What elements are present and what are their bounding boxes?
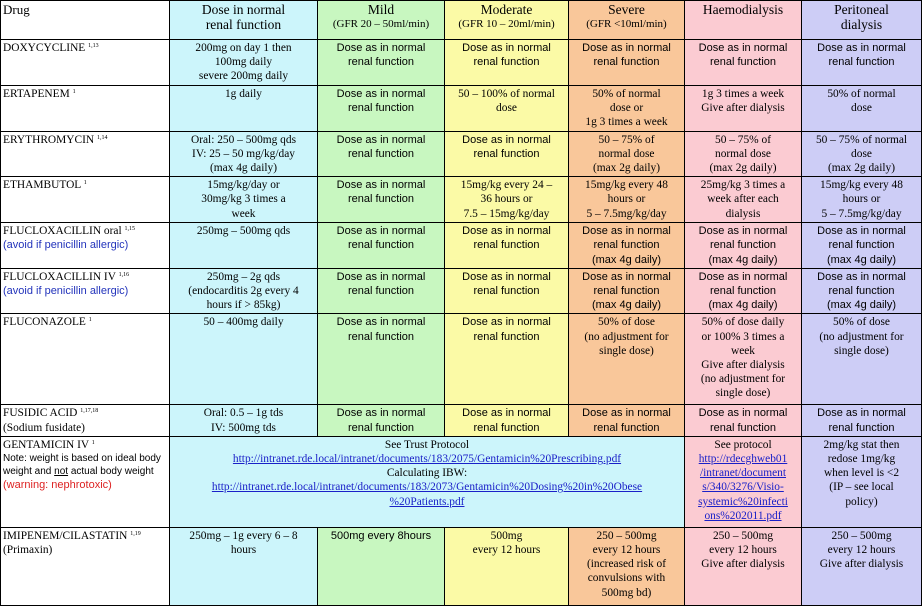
peritoneal-dose-line: renal function: [828, 56, 895, 69]
table-row: [1, 314, 922, 405]
normal-cell: [170, 131, 318, 177]
drug-reference: 1: [88, 317, 92, 324]
peritoneal-dose-line: Dose as in normal: [817, 42, 906, 54]
severe-cell: [569, 268, 685, 314]
moderate-dose-line: renal function: [473, 56, 540, 69]
table-row: [1, 131, 922, 177]
peritoneal-cell: [802, 177, 922, 223]
peritoneal-cell: [802, 436, 922, 527]
mild-dose-line: Dose as in normal: [336, 42, 426, 54]
peritoneal-dose-line: when level is <2: [823, 467, 900, 480]
normal-cell: [170, 314, 318, 405]
peritoneal-dose-line: renal function: [828, 421, 895, 434]
visio-link-line: /intranet/document: [699, 467, 787, 480]
drug-allergy-note: (avoid if penicillin allergic): [3, 239, 129, 252]
mild-dose-line: renal function: [347, 193, 415, 206]
severe-cell: [569, 223, 685, 269]
severe-dose-line: normal dose: [598, 147, 655, 160]
visio-link-line: s/340/3276/Visio-: [702, 481, 784, 494]
drug-cell: [1, 268, 170, 314]
drug-alt-name: (Primaxin): [3, 544, 53, 557]
severe-dose-line: convulsions with: [587, 572, 666, 585]
normal-dose-line: 250mg – 1g every 6 – 8: [189, 529, 298, 542]
table-row: [1, 405, 922, 436]
peritoneal-dose-line: 5 – 7.5mg/kg/day: [821, 207, 902, 220]
drug-cell: [1, 527, 170, 605]
drug-reference: 1,14: [97, 134, 108, 141]
severe-dose-line: renal function: [593, 239, 660, 252]
header-severe-title: Severe: [608, 2, 645, 17]
header-normal-line-1: Dose in normal: [201, 2, 286, 17]
moderate-dose-line: 50 – 100% of normal: [458, 87, 555, 100]
header-moderate: [445, 1, 569, 40]
peritoneal-dose-line: every 12 hours: [827, 544, 896, 557]
drug-cell: [1, 436, 170, 527]
table-body: [1, 40, 922, 606]
normal-cell: [170, 527, 318, 605]
drug-name: FLUCLOXACILLIN oral: [3, 225, 122, 238]
header-drug: Drug: [1, 1, 170, 40]
drug-reference: 1: [72, 88, 76, 95]
severe-dose-line: Dose as in normal: [582, 407, 671, 420]
normal-dose-line: IV: 500mg tds: [211, 421, 276, 434]
peritoneal-cell: [802, 223, 922, 269]
severe-cell: [569, 131, 685, 177]
mild-dose-line: Dose as in normal: [336, 316, 426, 329]
haemodialysis-dose-line: normal dose: [715, 147, 771, 160]
haemodialysis-dose-line: Dose as in normal: [698, 225, 788, 238]
normal-dose-line: 250mg – 2g qds: [206, 270, 281, 283]
haemodialysis-cell: [685, 405, 802, 436]
normal-cell: [170, 268, 318, 314]
peritoneal-dose-line: 50 – 75% of normal: [815, 133, 908, 146]
mild-dose-line: renal function: [347, 239, 415, 252]
severe-cell: [569, 314, 685, 405]
peritoneal-dose-line: redose 1mg/kg: [827, 453, 896, 466]
severe-dose-line: 50% of normal: [592, 87, 661, 100]
mild-cell: [318, 314, 445, 405]
header-severe: [569, 1, 685, 40]
haemodialysis-dose-line: (max 2g daily): [709, 162, 777, 175]
severe-cell: [569, 527, 685, 605]
drug-weight-note-2: [3, 465, 167, 478]
normal-dose-line: 250mg – 500mg qds: [196, 225, 291, 238]
severe-cell: [569, 85, 685, 131]
haemodialysis-dose-line: every 12 hours: [709, 544, 777, 557]
haemodialysis-cell: [685, 268, 802, 314]
peritoneal-dose-line: 50% of normal: [827, 87, 896, 100]
header-peritoneal-line-1: Peritoneal: [834, 2, 889, 17]
severe-dose-line: (increased risk of: [586, 558, 667, 571]
header-normal-renal-function: [170, 1, 318, 40]
drug-name: FLUCLOXACILLIN IV: [3, 270, 116, 283]
normal-dose-line: hours: [230, 544, 257, 557]
peritoneal-dose-line: 50% of dose: [833, 316, 890, 329]
header-normal-line-2: renal function: [205, 17, 282, 33]
drug-warning: (warning: nephrotoxic): [3, 479, 112, 492]
normal-dose-line: severe 200mg daily: [198, 70, 289, 83]
moderate-dose-line: dose: [496, 101, 517, 114]
severe-dose-line: every 12 hours: [592, 544, 661, 557]
haemodialysis-dose-line: single dose): [715, 387, 771, 400]
drug-weight-note-not: not: [54, 466, 69, 478]
mild-dose-line: Dose as in normal: [336, 270, 426, 283]
moderate-dose-line: Dose as in normal: [462, 270, 551, 283]
peritoneal-dose-line: 2mg/kg stat then: [823, 438, 900, 451]
mild-dose-line: renal function: [347, 421, 415, 434]
severe-cell: [569, 177, 685, 223]
peritoneal-dose-line: policy): [845, 495, 878, 508]
severe-dose-line: (max 2g daily): [592, 162, 661, 175]
normal-cell: [170, 405, 318, 436]
severe-dose-line: renal function: [593, 285, 660, 298]
normal-dose-line: hours if > 85kg): [206, 299, 281, 312]
mild-dose-line: renal function: [347, 147, 415, 160]
visio-link-line: http://rdecghweb01: [698, 453, 788, 466]
see-protocol-text: See protocol: [714, 438, 772, 451]
header-mild-gfr: (GFR 20 – 50ml/min): [332, 18, 430, 31]
table-row: [1, 85, 922, 131]
peritoneal-cell: [802, 527, 922, 605]
haemodialysis-dose-line: Give after dialysis: [701, 101, 785, 114]
mild-cell: [318, 527, 445, 605]
haemodialysis-dose-line: renal function: [709, 285, 777, 298]
severe-dose-line: (max 4g daily): [591, 299, 662, 312]
severe-dose-line: 1g 3 times a week: [585, 116, 668, 129]
normal-dose-line: 50 – 400mg daily: [203, 316, 284, 329]
severe-dose-line: 500mg bd): [601, 586, 652, 599]
mild-dose-line: renal function: [347, 56, 415, 69]
mild-dose-line: renal function: [347, 101, 415, 114]
drug-reference: 1: [91, 439, 95, 446]
normal-dose-line: 200mg on day 1 then: [195, 42, 292, 54]
normal-cell: [170, 85, 318, 131]
trust-protocol-cell: [170, 436, 685, 527]
peritoneal-dose-line: Dose as in normal: [817, 225, 906, 238]
table-row: [1, 40, 922, 86]
visio-link-line: systemic%20infecti: [698, 495, 788, 508]
drug-reference: 1,17,18: [80, 408, 99, 415]
drug-reference: 1: [83, 180, 87, 187]
severe-dose-line: dose or: [609, 101, 644, 114]
table-row: [1, 268, 922, 314]
peritoneal-dose-line: (IP – see local: [829, 481, 894, 494]
peritoneal-dose-line: renal function: [828, 239, 895, 252]
normal-cell: [170, 177, 318, 223]
drug-cell: [1, 85, 170, 131]
normal-dose-line: Oral: 250 – 500mg qds: [190, 133, 297, 146]
peritoneal-cell: [802, 314, 922, 405]
drug-cell: [1, 405, 170, 436]
haemodialysis-dose-line: 1g 3 times a week: [701, 87, 785, 100]
drug-name: GENTAMICIN IV: [3, 438, 89, 451]
normal-dose-line: 30mg/kg 3 times a: [201, 193, 286, 206]
severe-dose-line: renal function: [593, 56, 660, 69]
severe-dose-line: Dose as in normal: [582, 270, 671, 283]
haemodialysis-dose-line: or 100% 3 times a: [701, 330, 785, 343]
peritoneal-dose-line: (max 4g daily): [826, 299, 897, 312]
moderate-dose-line: Dose as in normal: [462, 133, 551, 146]
peritoneal-dose-line: 250 – 500mg: [831, 529, 892, 542]
severe-dose-line: 250 – 500mg: [596, 529, 657, 542]
haemodialysis-cell: [685, 527, 802, 605]
mild-cell: [318, 223, 445, 269]
drug-reference: 1,16: [118, 271, 130, 278]
moderate-dose-line: renal function: [473, 330, 540, 343]
moderate-cell: [445, 223, 569, 269]
mild-dose-line: Dose as in normal: [336, 225, 426, 238]
peritoneal-dose-line: hours or: [842, 193, 881, 206]
normal-dose-line: 100mg daily: [214, 56, 273, 69]
haemodialysis-dose-line: (no adjustment for: [700, 373, 786, 386]
moderate-dose-line: 36 hours or: [480, 193, 533, 206]
drug-name: IMIPENEM/CILASTATIN: [3, 529, 128, 542]
mild-cell: [318, 405, 445, 436]
header-peritoneal-line-2: dialysis: [840, 17, 883, 33]
mild-cell: [318, 40, 445, 86]
moderate-dose-line: 15mg/kg every 24 –: [460, 179, 553, 192]
peritoneal-dose-line: dose: [851, 147, 872, 160]
moderate-cell: [445, 405, 569, 436]
peritoneal-dose-line: renal function: [828, 285, 895, 298]
moderate-dose-line: Dose as in normal: [462, 316, 551, 329]
severe-dose-line: 5 – 7.5mg/kg/day: [586, 207, 667, 220]
haemodialysis-cell: [685, 85, 802, 131]
header-moderate-gfr: (GFR 10 – 20ml/min): [458, 18, 555, 31]
haemodialysis-dose-line: 25mg/kg 3 times a: [700, 179, 786, 192]
drug-cell: [1, 40, 170, 86]
drug-name: ERTAPENEM: [3, 87, 70, 100]
severe-dose-line: single dose): [599, 344, 654, 357]
normal-cell: [170, 223, 318, 269]
mild-cell: [318, 131, 445, 177]
normal-dose-line: week: [231, 207, 256, 220]
haemodialysis-dose-line: renal function: [709, 239, 777, 252]
haemodialysis-dose-line: 50% of dose daily: [701, 316, 785, 329]
mild-dose-line: Dose as in normal: [336, 133, 426, 146]
drug-name: FLUCONAZOLE: [3, 316, 86, 329]
haemodialysis-cell: [685, 223, 802, 269]
moderate-dose-line: Dose as in normal: [462, 42, 551, 54]
calculating-ibw-text: Calculating IBW:: [386, 467, 468, 480]
moderate-cell: [445, 85, 569, 131]
peritoneal-dose-line: dose: [851, 101, 872, 114]
table-row: [1, 177, 922, 223]
drug-cell: [1, 223, 170, 269]
gentamicin-prescribing-link[interactable]: http://intranet.rde.local/intranet/documents/183/2075/Gentamicin%20Prescribing.pdf: [232, 453, 622, 466]
header-row: [1, 1, 922, 40]
haemodialysis-dose-line: Dose as in normal: [698, 270, 788, 283]
haemodialysis-dose-line: 50 – 75% of: [715, 133, 771, 146]
peritoneal-cell: [802, 268, 922, 314]
header-mild-title: Mild: [367, 2, 395, 17]
drug-name: ETHAMBUTOL: [3, 179, 81, 192]
haemodialysis-cell: [685, 314, 802, 405]
severe-cell: [569, 405, 685, 436]
moderate-dose-line: renal function: [473, 421, 540, 434]
drug-reference: 1,19: [130, 530, 141, 537]
haemodialysis-cell: [685, 40, 802, 86]
moderate-dose-line: Dose as in normal: [462, 407, 551, 420]
header-severe-gfr: (GFR <10ml/min): [586, 18, 667, 31]
visio-systemic-infections-link[interactable]: [687, 452, 799, 523]
mild-dose-line: Dose as in normal: [336, 407, 426, 420]
mild-cell: [318, 85, 445, 131]
mild-dose-line: renal function: [347, 285, 415, 298]
severe-dose-line: Dose as in normal: [582, 225, 671, 238]
severe-dose-line: renal function: [593, 421, 660, 434]
drug-weight-note: Note: weight is based on ideal body: [3, 453, 161, 465]
moderate-cell: [445, 314, 569, 405]
severe-cell: [569, 40, 685, 86]
moderate-cell: [445, 40, 569, 86]
moderate-dose-line: renal function: [473, 147, 540, 160]
haemodialysis-dose-line: dialysis: [725, 207, 761, 220]
header-mild: [318, 1, 445, 40]
drug-name: ERYTHROMYCIN: [3, 133, 95, 146]
peritoneal-cell: [802, 40, 922, 86]
moderate-cell: [445, 177, 569, 223]
header-haemodialysis: Haemodialysis: [685, 1, 802, 40]
moderate-dose-line: 500mg: [490, 529, 523, 542]
visio-link-line: ons%202011.pdf: [704, 509, 782, 522]
normal-cell: [170, 40, 318, 86]
header-moderate-title: Moderate: [480, 2, 533, 17]
normal-dose-line: 1g daily: [224, 87, 262, 100]
drug-weight-note-a: weight and: [3, 466, 55, 478]
haemodialysis-dose-line: Dose as in normal: [698, 42, 788, 54]
peritoneal-dose-line: (max 2g daily): [827, 162, 896, 175]
haemodialysis-cell: [685, 436, 802, 527]
peritoneal-cell: [802, 85, 922, 131]
severe-dose-line: 15mg/kg every 48: [585, 179, 668, 192]
mild-dose-line: 500mg every 8hours: [330, 529, 432, 542]
drug-reference: 1,13: [88, 43, 99, 49]
drug-cell: [1, 177, 170, 223]
severe-dose-line: (max 4g daily): [591, 253, 662, 266]
moderate-dose-line: 7.5 – 15mg/kg/day: [463, 207, 550, 220]
moderate-dose-line: renal function: [473, 285, 540, 298]
severe-dose-line: 50 – 75% of: [598, 133, 655, 146]
drug-cell: [1, 314, 170, 405]
moderate-cell: [445, 268, 569, 314]
obese-dosing-link-line: http://intranet.rde.local/intranet/documents/183/2073/Gentamicin%20Dosing%20in%20Obese: [211, 481, 643, 494]
peritoneal-dose-line: (max 4g daily): [826, 253, 897, 266]
normal-dose-line: IV: 25 – 50 mg/kg/day: [192, 147, 295, 160]
haemodialysis-dose-line: (max 4g daily): [708, 253, 778, 266]
haemodialysis-dose-line: 250 – 500mg: [712, 529, 774, 542]
normal-dose-line: Oral: 0.5 – 1g tds: [203, 407, 284, 420]
drug-alt-name: (Sodium fusidate): [3, 421, 85, 434]
moderate-dose-line: renal function: [473, 239, 540, 252]
table-row: [1, 527, 922, 605]
table-row: [1, 436, 922, 527]
table-row: [1, 223, 922, 269]
haemodialysis-dose-line: week: [730, 344, 756, 357]
haemodialysis-dose-line: renal function: [709, 421, 777, 434]
mild-dose-line: Dose as in normal: [336, 87, 426, 100]
mild-cell: [318, 177, 445, 223]
severe-dose-line: 50% of dose: [598, 316, 655, 329]
normal-dose-line: 15mg/kg/day or: [207, 179, 280, 192]
peritoneal-dose-line: 15mg/kg every 48: [820, 179, 903, 192]
drug-weight-note-b: actual body weight: [68, 466, 154, 478]
peritoneal-dose-line: Dose as in normal: [817, 270, 906, 283]
severe-dose-line: Dose as in normal: [582, 42, 671, 54]
severe-dose-line: (no adjustment for: [584, 330, 669, 343]
normal-dose-line: (max 4g daily): [209, 162, 278, 175]
drug-cell: [1, 131, 170, 177]
haemodialysis-cell: [685, 177, 802, 223]
severe-dose-line: hours or: [607, 193, 646, 206]
normal-dose-line: (endocarditis 2g every 4: [188, 285, 299, 298]
haemodialysis-dose-line: Give after dialysis: [701, 558, 785, 571]
gentamicin-obese-dosing-link[interactable]: [172, 480, 682, 508]
peritoneal-cell: [802, 131, 922, 177]
drug-name: FUSIDIC ACID: [3, 407, 78, 420]
haemodialysis-dose-line: Dose as in normal: [698, 407, 788, 420]
mild-dose-line: Dose as in normal: [336, 179, 426, 192]
peritoneal-dose-line: Give after dialysis: [819, 558, 904, 571]
haemodialysis-dose-line: week after each: [707, 193, 779, 206]
trust-protocol-text: See Trust Protocol: [384, 438, 470, 451]
peritoneal-dose-line: single dose): [834, 344, 889, 357]
peritoneal-cell: [802, 405, 922, 436]
peritoneal-dose-line: Dose as in normal: [817, 407, 906, 420]
peritoneal-dose-line: (no adjustment for: [819, 330, 904, 343]
haemodialysis-dose-line: Give after dialysis: [701, 359, 785, 372]
moderate-cell: [445, 131, 569, 177]
haemodialysis-dose-line: renal function: [709, 56, 777, 69]
drug-allergy-note: (avoid if penicillin allergic): [3, 285, 129, 298]
mild-dose-line: renal function: [347, 330, 415, 343]
haemodialysis-cell: [685, 131, 802, 177]
haemodialysis-dose-line: (max 4g daily): [708, 299, 778, 312]
moderate-cell: [445, 527, 569, 605]
mild-cell: [318, 268, 445, 314]
moderate-dose-line: Dose as in normal: [462, 225, 551, 238]
moderate-dose-line: every 12 hours: [472, 544, 541, 557]
drug-reference: 1,15: [124, 226, 135, 233]
obese-dosing-link-line: %20Patients.pdf: [389, 495, 465, 508]
drug-name: DOXYCYCLINE: [3, 42, 86, 54]
header-peritoneal-dialysis: [802, 1, 922, 40]
